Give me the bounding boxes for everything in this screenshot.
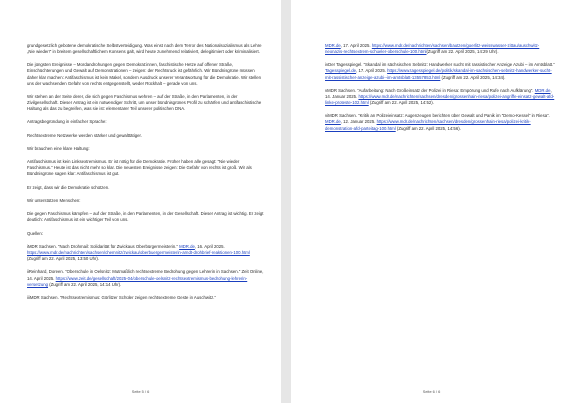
source-entry-iii: iiiMDR Sachsen. “Rechtsextremismus: Görlitzer Schüler zeigen rechtsextreme Geste in Auschwitz.”	[27, 294, 216, 300]
source-entry-i: iMDR Sachsen. “Nach Drohmail: Solidarität für Zwickaus Oberbürgermeisterin.” MDR.de, 16. April 2025. https://www.mdr.de/nachrichten/sachsen/chemnitz/zwickau/oberbuergermeisterin-arndt-drohbrief-reaktionen-100.html (Zugriff am 22. April 2025, 13:50 Uhr).	[27, 243, 250, 262]
paragraph-protect-democracy: Er zeigt, dass wir die Demokratie schützen.	[27, 184, 110, 190]
page-number: Seite 5 / 6	[131, 389, 150, 394]
source-link-url[interactable]: https://www.mdr.de/nachrichten/sachsen/chemnitz/zwickau/oberbuergermeisterin-arndt-drohbrief-reaktionen-100.html	[27, 250, 250, 256]
paragraph-intro: grundgesetzlich gebotene demokratische Selbstverteidigung. Was einst nach dem Terror des Nationalsozialismus als Lehre „Nie wieder!“ in breitem gesellschaftlichem Konsens galt, wird heute zunehmend relativiert, delegitimiert oder kriminalisiert.	[27, 43, 262, 55]
paragraph-we-support: Wir unterstützen Menschen:	[27, 198, 81, 203]
source-entry-vi: viMDR Sachsen. “Kritik an Polizeieinsatz: Augenzeugen berichten über Gewalt und Panik im “Demo-Kessel” in Riesa”. MDR.de, 12. Januar 2025. https://www.mdr.de/nachrichten/sachsen/dresden/grossenhain-riesa/polizei-kritik-demonstration-afd-parteitag-100.html (Zugriff am 22. April 2025, 14:56).	[325, 113, 550, 131]
paragraph-networks: Rechtsextreme Netzwerke werden stärker und gewalttätiger.	[27, 132, 142, 138]
document-page-6	[291, 0, 572, 403]
paragraph-antifascism: Antifaschismus ist kein Linksextremismus. Er ist nötig für die Demokratie. Früher haben alle gesagt: “Nie wieder Faschismus.” Heute ist das nicht mehr so klar. Die neuesten Ereignisse zeigen: Die Gefahr von rechts ist groß. Wir als Bündnisgrüne sagen klar: Antifaschismus ist gut.	[27, 159, 252, 177]
paragraph-fight-fascism: Die gegen Faschismus kämpfen – auf der Straße, in den Parlamenten, in der Gesellschaft. Dieser Antrag ist wichtig. Er zeigt deutlich: Antifaschismus ist ein wichtiger Teil von uns.	[27, 211, 264, 223]
source-link-url[interactable]: https://www.mdr.de/nachrichten/sachsen/dresden/grossenhain-riesa/polizei-kritik-demonstration-afd-parteitag-100.html	[325, 119, 531, 131]
source-link-mdr-domain[interactable]: MDR.de	[179, 243, 195, 249]
source-link-url[interactable]: https://www.tagesspiegel.de/politik/skandal-im-sachsischen-sebnitz-handwerker-sucht-mit-rassistischer-anzeige-azubi--im-amtsblatt-13557853.html	[325, 68, 552, 80]
document-page-5	[0, 0, 281, 403]
page-number: Seite 6 / 6	[422, 389, 441, 394]
paragraph-events: Die jüngsten Ereignisse – Mordandrohungen gegen Demokrat:innen, faschistische Hetze auf offener Straße, Einschüchterungen und Gewalt auf Demonstrationen – zeigen: der Rechtsruck ist gefährlich. Wir Bündnisgrüne müssen daher klar machen: Antifaschismus ist kein Makel, sondern Ausdruck unserer Verantwortung für die Demokratie. Wir stellen uns der wachsenden Gefahr von rechts entgegenstellt, weder Rückhalt – gerade von uns.	[27, 62, 262, 86]
paragraph-simple-language-heading: Antragsbegründung in einfacher Sprache:	[27, 119, 107, 125]
page-gutter	[281, 0, 291, 403]
source-link-url[interactable]: https://www.mdr.de/nachrichten/sachsen/bautzen/goerlitz-weisswasser-zittau/auschwitz-neonazis-rechtsextrem-schueler-oberschule-100.html	[325, 43, 540, 55]
source-link-tagesspiegel-domain[interactable]: Tagesspiegel.de	[325, 68, 357, 74]
paragraph-support: Wir stehen an der Seite derer, die sich gegen Faschismus wehren – auf der Straße, in den Parlamenten, in der Zivilgesellschaft. Dieser Antrag ist ein notwendiger Schritt, um unser bündnisgrünes Profil zu schärfen und antifaschistische Haltung als das zu begreifen, was sie ist: elementarer Teil unserer politischen DNA.	[27, 93, 262, 112]
source-link-mdr-domain[interactable]: MDR.de	[325, 43, 341, 48]
source-link-mdr-domain[interactable]: MDR.de	[534, 87, 551, 93]
source-entry-v: vMDR Sachsen. “Aufarbeitung: Nach Großeinsatz der Polizei in Riesa: Empörung und Rufe nach Aufklärung”. MDR.de, 14. Januar 2025. https://www.mdr.de/nachrichten/sachsen/dresden/grossenhain-riesa/polizei-angriffe-einsatz-gewalt-afd-linke-proteste-102.html (Zugriff am 22. April 2025, 14:52).	[325, 87, 555, 106]
source-link-url[interactable]: https://www.zeit.de/gesellschaft/2025-04/oberschule-oelsnitz-rechtsextremismus-bedrohung-lehrerin-versetzung	[27, 275, 248, 287]
source-entry-iv: ivDer Tagesspiegel. “Skandal im sächsischen Sebnitz: Handwerker sucht mit rassistischer Anzeige Azubi – im Amtsblatt.” Tagesspiegel.de, 17. April 2025. https://www.tagesspiegel.de/politik/skandal-im-sachsischen-sebnitz-handwerker-sucht-mit-rassistischer-anzeige-azubi--im-amtsblatt-13557853.html (Zugriff am 22. April 2025, 14:34).	[325, 62, 555, 80]
source-link-url[interactable]: https://www.mdr.de/nachrichten/sachsen/dresden/grossenhain-riesa/polizei-angriffe-einsatz-gewalt-afd-linke-proteste-102.html	[325, 93, 555, 106]
source-entry-ii: iiReinhard, Doreen. “Oberschule in Oelsnitz: Mutmaßlich rechtsextreme Bedrohung gegen Lehrerin in Sachsen.” Zeit Online, 14. April 2025. https://www.zeit.de/gesellschaft/2025-04/oberschule-oelsnitz-rechtsextremismus-bedrohung-lehrerin-versetzung (Zugriff am 22. April 2025, 14:14 Uhr).	[27, 269, 264, 287]
source-link-mdr-domain[interactable]: MDR.de	[325, 119, 341, 125]
sources-heading: Quellen:	[27, 230, 44, 236]
paragraph-clear-stance: Wir brauchen eine klare Haltung:	[27, 145, 90, 151]
source-entry-iii-continued: MDR.de, 17. April 2025. https://www.mdr.de/nachrichten/sachsen/bautzen/goerlitz-weisswasser-zittau/auschwitz-neonazis-rechtsextrem-schueler-oberschule-100.html(Zugriff am 22. April 2025, 14:29 Uhr).	[325, 43, 540, 55]
